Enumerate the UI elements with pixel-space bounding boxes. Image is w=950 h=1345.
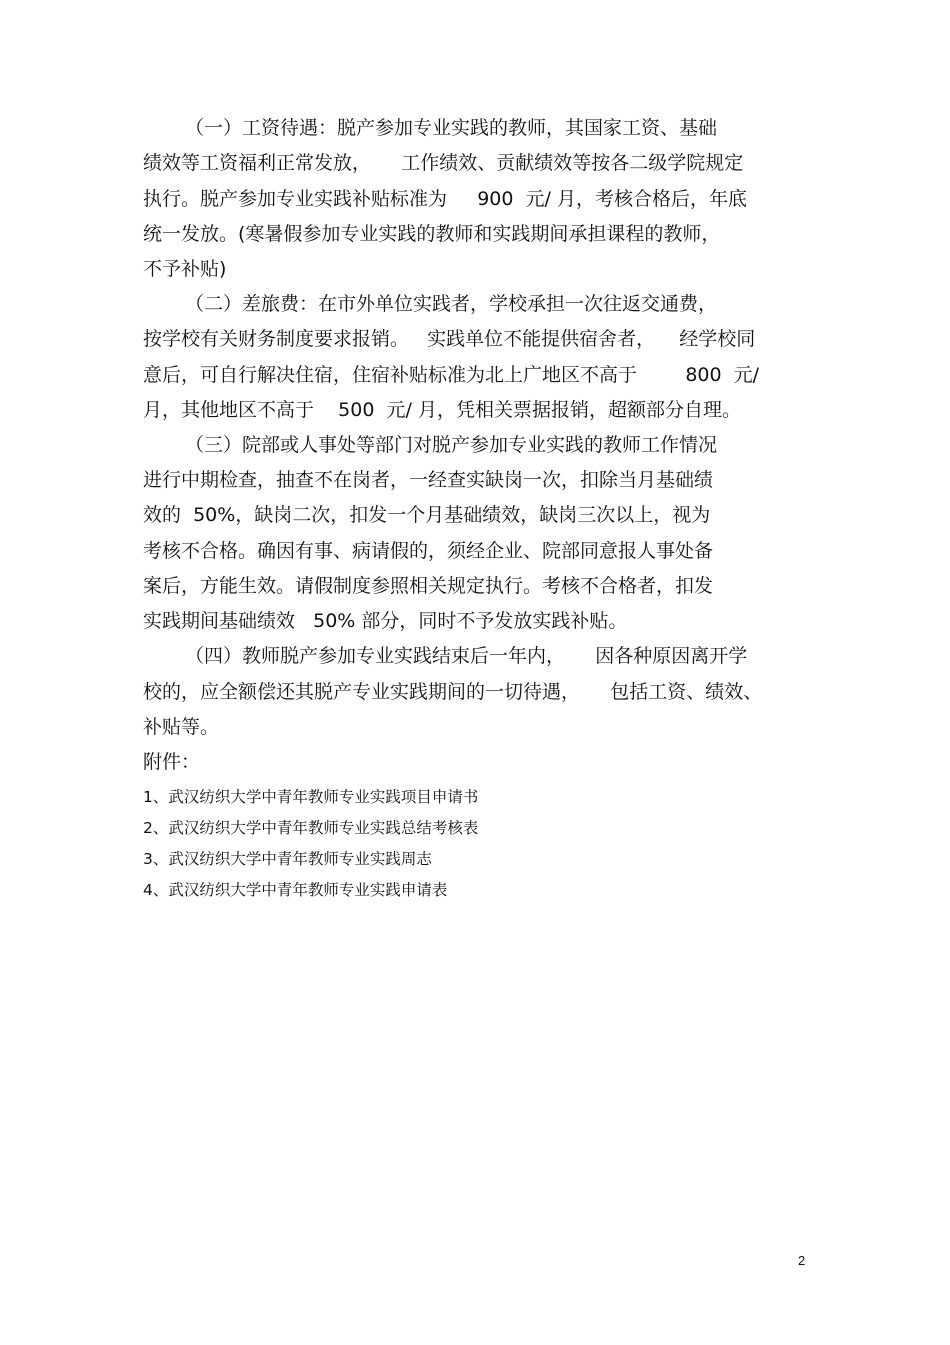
attachment-item-1: 1、武汉纺织大学中青年教师专业实践项目申请书: [143, 788, 479, 806]
paragraph-repayment-line-3: 补贴等。: [143, 716, 220, 738]
attachment-item-3: 3、武汉纺织大学中青年教师专业实践周志: [143, 850, 432, 868]
paragraph-inspection-line-3: 效的 50%，缺岗二次，扣发一个月基础绩效，缺岗三次以上，视为: [143, 504, 711, 526]
paragraph-inspection-line-1: （三）院部或人事处等部门对脱产参加专业实践的教师工作情况: [185, 434, 718, 456]
paragraph-salary-line-5: 不予补贴): [143, 258, 227, 280]
paragraph-inspection-line-4: 考核不合格。确因有事、病请假的，须经企业、院部同意报人事处备: [143, 540, 714, 562]
paragraph-salary-line-2: 绩效等工资福利正常发放， 工作绩效、贡献绩效等按各二级学院规定: [143, 152, 744, 174]
page-number: 2: [798, 1253, 806, 1268]
attachments-heading: 附件：: [143, 751, 201, 773]
paragraph-travel-line-4: 月，其他地区不高于 500 元/ 月，凭相关票据报销，超额部分自理。: [143, 399, 741, 421]
paragraph-inspection-line-2: 进行中期检查，抽查不在岗者，一经查实缺岗一次，扣除当月基础绩: [143, 469, 714, 491]
paragraph-travel-line-3: 意后，可自行解决住宿，住宿补贴标准为北上广地区不高于 800 元/: [143, 364, 760, 386]
paragraph-salary-line-4: 统一发放。(寒暑假参加专业实践的教师和实践期间承担课程的教师，: [143, 223, 721, 245]
paragraph-salary-line-3: 执行。脱产参加专业实践补贴标准为 900 元/ 月，考核合格后，年底: [143, 188, 747, 210]
paragraph-repayment-line-2: 校的，应全额偿还其脱产专业实践期间的一切待遇， 包括工资、绩效、: [143, 681, 763, 703]
attachment-item-4: 4、武汉纺织大学中青年教师专业实践申请表: [143, 881, 448, 899]
paragraph-repayment-line-1: （四）教师脱产参加专业实践结束后一年内， 因各种原因离开学: [185, 645, 748, 667]
paragraph-travel-line-1: （二）差旅费：在市外单位实践者，学校承担一次往返交通费，: [185, 293, 718, 315]
attachment-item-2: 2、武汉纺织大学中青年教师专业实践总结考核表: [143, 819, 479, 837]
paragraph-inspection-line-6: 实践期间基础绩效 50% 部分，同时不予发放实践补贴。: [143, 610, 628, 632]
paragraph-inspection-line-5: 案后，方能生效。请假制度参照相关规定执行。考核不合格者，扣发: [143, 575, 714, 597]
paragraph-travel-line-2: 按学校有关财务制度要求报销。 实践单位不能提供宿舍者， 经学校同: [143, 328, 756, 350]
paragraph-salary-line-1: （一）工资待遇：脱产参加专业实践的教师，其国家工资、基础: [185, 117, 718, 139]
